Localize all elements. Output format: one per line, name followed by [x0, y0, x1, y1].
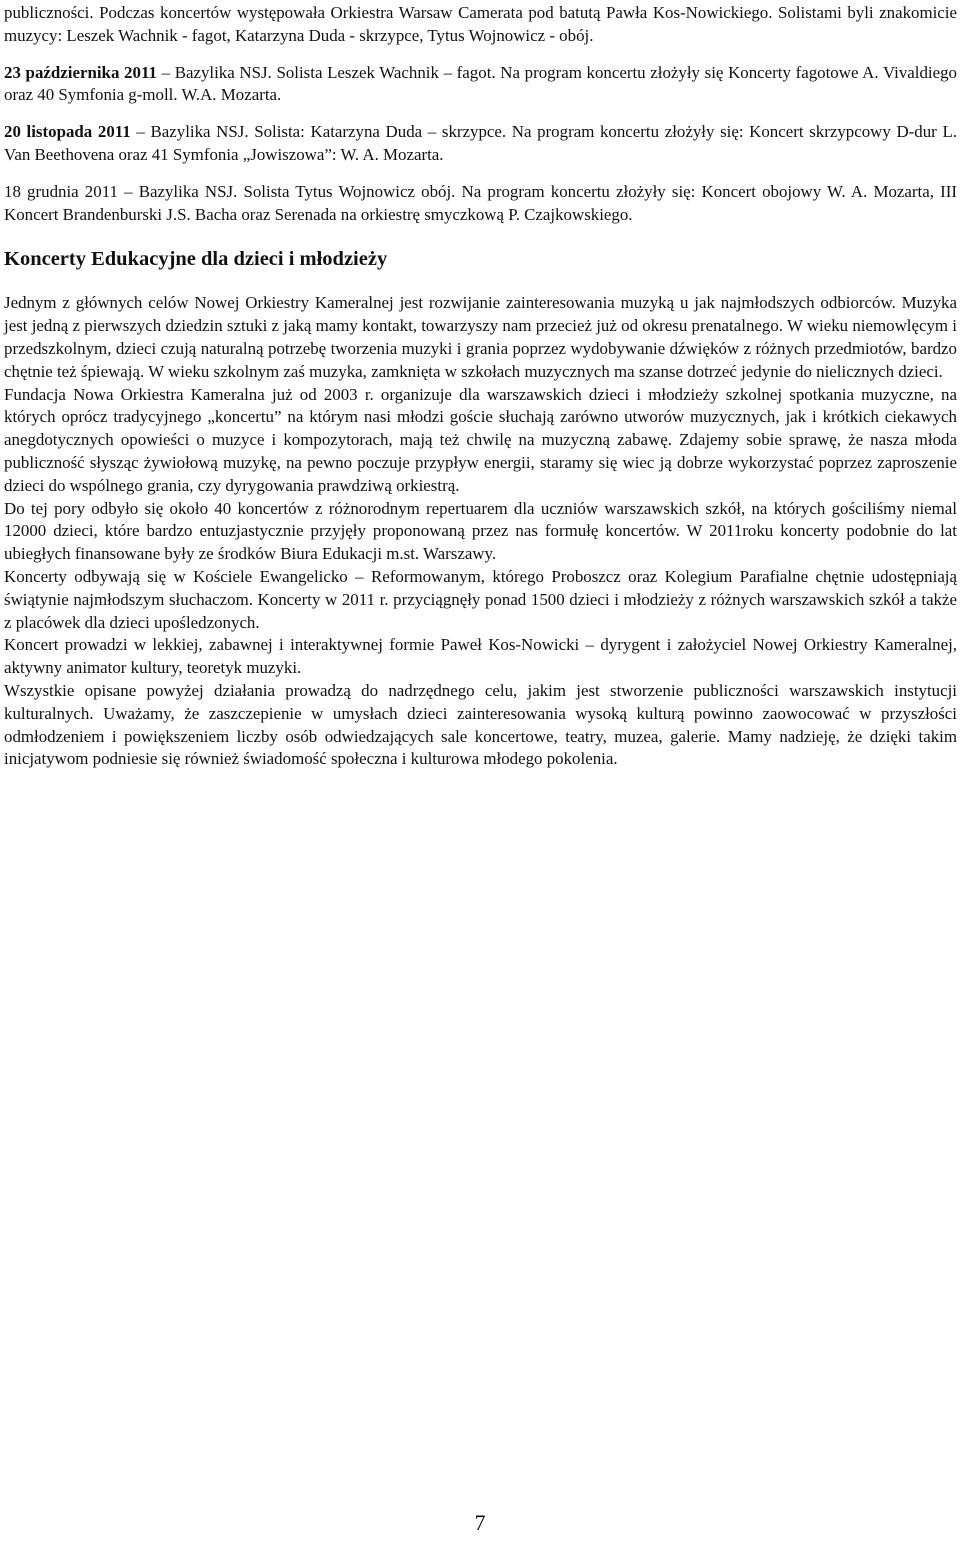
concert-details: – Bazylika NSJ. Solista Leszek Wachnik – fagot. Na program koncertu złożyły się Koncerty fagotowe A. Vivaldiego oraz 40 Symfonia g-moll. W.A. Mozarta.	[4, 62, 957, 105]
body-paragraph: Koncert prowadzi w lekkiej, zabawnej i interaktywnej formie Paweł Kos-Nowicki – dyrygent i założyciel Nowej Orkiestry Kameralnej, aktywny animator kultury, teoretyk muzyki.	[4, 635, 957, 678]
page-number: 7	[474, 1510, 486, 1535]
body-paragraph: Wszystkie opisane powyżej działania prowadzą do nadrzędnego celu, jakim jest stworzenie publiczności warszawskich instytucji kulturalnych. Uważamy, że zaszczepienie w umysłach dzieci zainteresowania wysoką kulturą powinno zaowocować w przyszłości odmłodzeniem i powiększeniem liczby osób odwiedzających sale koncertowe, teatry, muzea, galerie. Mamy nadzieję, że dzięki takim inicjatywom podniesie się również świadomość społeczna i kulturowa młodego pokolenia.	[4, 680, 957, 769]
concert-entry-2	[4, 121, 957, 167]
body-paragraph: Koncerty odbywają się w Kościele Ewangelicko – Reformowanym, którego Proboszcz oraz Kolegium Parafialne chętnie udostępniają świątynie najmłodszym słuchaczom. Koncerty w 2011 r. przyciągnęły ponad 1500 dzieci i młodzieży z różnych warszawskich szkół a także z placówek dla dzieci upośledzonych.	[4, 566, 957, 632]
intro-paragraph: publiczności. Podczas koncertów występowała Orkiestra Warsaw Camerata pod batutą Pawła Kos-Nowickiego. Solistami byli znakomicie muzycy: Leszek Wachnik - fagot, Katarzyna Duda - skrzypce, Tytus Wojnowicz - obój.	[4, 3, 957, 45]
concert-entry-1	[4, 62, 957, 108]
body-paragraph: Jednym z głównych celów Nowej Orkiestry Kameralnej jest rozwijanie zainteresowania muzyką u jak najmłodszych odbiorców. Muzyka jest jedną z pierwszych dziedzin sztuki z jaką mamy kontakt, towarzyszy nam przecież już od okresu prenatalnego. W wieku niemowlęcym i przedszkolnym, dzieci czują naturalną potrzebę tworzenia muzyki i grania poprzez wydobywanie dźwięków z różnych przedmiotów, bardzo chętnie też śpiewają. W wieku szkolnym zaś muzyka, zamknięta w szkołach muzycznych ma szanse dotrzeć jedynie do nielicznych dzieci.	[4, 293, 957, 381]
body-paragraph: Fundacja Nowa Orkiestra Kameralna już od 2003 r. organizuje dla warszawskich dzieci i młodzieży szkolnej spotkania muzyczne, na których oprócz tradycyjnego „koncertu” na którym nasi młodzi goście słuchają zarówno utworów muzycznych, jak i krótkich ciekawych anegdotycznych opowieści o muzyce i kompozytorach, mają też chwilę na muzyczną zabawę. Zdajemy sobie sprawę, że nasza młoda publiczność słysząc żywiołową muzykę, na pewno poczuje przypływ energii, staramy się wiec ją dobrze wykorzystać poprzez zaproszenie dzieci do wspólnego grania, czy dyrygowania prawdziwą orkiestrą.	[4, 384, 957, 495]
document-page	[4, 2, 957, 771]
body-paragraph: Do tej pory odbyło się około 40 koncertów z różnorodnym repertuarem dla uczniów warszawskich szkół, na których gościliśmy niemal 12000 dzieci, które bardzo entuzjastycznie przyjęły proponowaną przez nas formułę koncertów. W 2011roku koncerty podobnie do lat ubiegłych finansowane były ze środków Biura Edukacji m.st. Warszawy.	[4, 498, 957, 564]
concert-details: 18 grudnia 2011 – Bazylika NSJ. Solista Tytus Wojnowicz obój. Na program koncertu złożyły się: Koncert obojowy W. A. Mozarta, III Koncert Brandenburski J.S. Bacha oraz Serenada na orkiestrę smyczkową P. Czajkowskiego.	[4, 181, 957, 224]
concert-details: – Bazylika NSJ. Solista: Katarzyna Duda – skrzypce. Na program koncertu złożyły się: Koncert skrzypcowy D-dur L. Van Beethovena oraz 41 Symfonia „Jowiszowa”: W. A. Mozarta.	[4, 122, 957, 164]
concert-date: 23 października 2011	[4, 62, 157, 82]
section-heading: Koncerty Edukacyjne dla dzieci i młodzieży	[4, 248, 388, 271]
concert-entry-3	[4, 181, 957, 227]
concert-date: 20 listopada 2011	[4, 122, 131, 142]
